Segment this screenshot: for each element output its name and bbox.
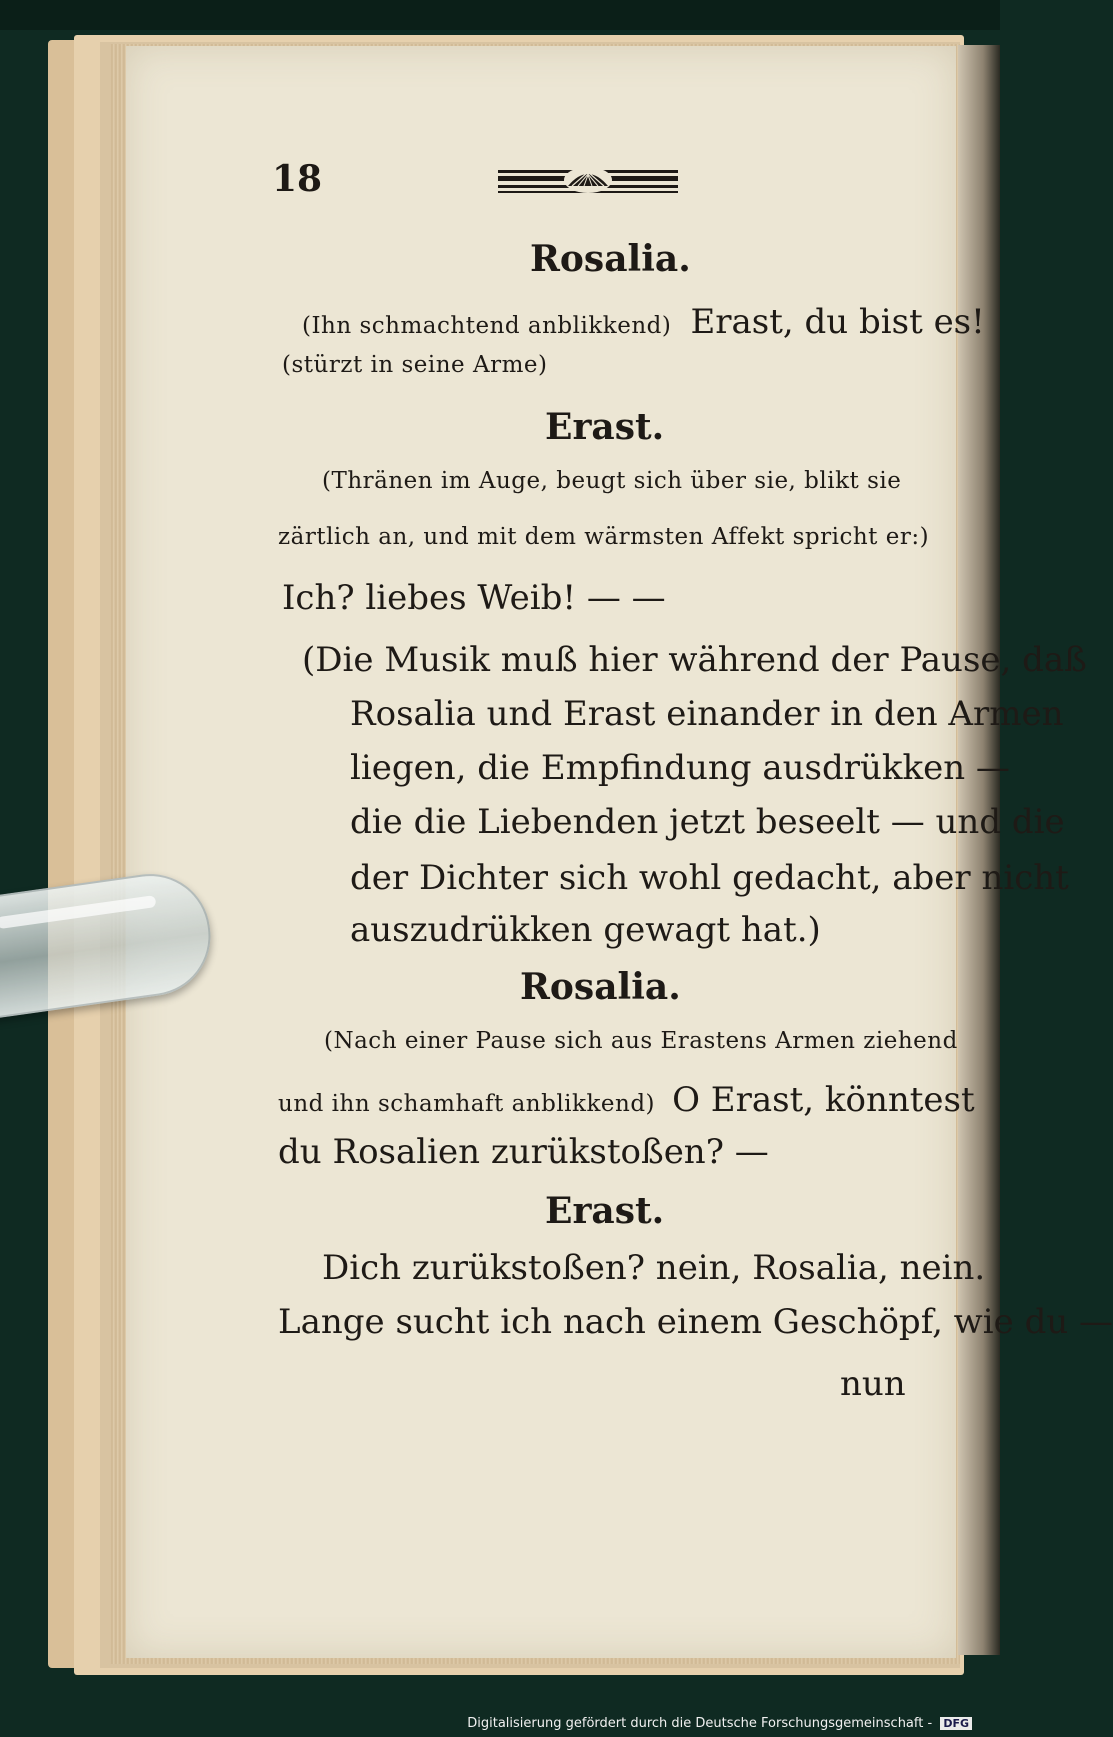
header-ornament xyxy=(498,166,678,200)
speaker-name: Erast. xyxy=(545,1190,665,1232)
dialogue-text: Ich? liebes Weib! — — xyxy=(282,578,666,618)
catchword: nun xyxy=(840,1364,906,1404)
scanner-background xyxy=(0,0,1000,30)
dialogue-text: die die Liebenden jetzt beseelt — und die xyxy=(350,802,1065,842)
speaker-name: Erast. xyxy=(545,406,665,448)
dialogue-text: O Erast, könntest xyxy=(672,1080,975,1120)
stage-direction: und ihn schamhaft anblikkend) xyxy=(278,1091,656,1117)
dialogue-text: Lange sucht ich nach einem Geschöpf, wie du — xyxy=(278,1302,1113,1342)
page-number: 18 xyxy=(272,158,323,200)
stage-direction: (Thränen im Auge, beugt sich über sie, blikt sie xyxy=(322,468,902,494)
stage-direction: zärtlich an, und mit dem wärmsten Affekt spricht er:) xyxy=(278,524,930,550)
dialogue-text: Erast, du bist es! xyxy=(690,302,985,342)
dialogue-text: Dich zurükstoßen? nein, Rosalia, nein. xyxy=(322,1248,986,1288)
credit-text: Digitalisierung gefördert durch die Deutsche Forschungsgemeinschaft - xyxy=(467,1716,933,1731)
book-spine-shadow xyxy=(958,45,1000,1655)
dfg-logo: DFG xyxy=(940,1717,972,1730)
text-line xyxy=(302,302,985,342)
digitization-credit xyxy=(467,1716,972,1731)
stage-direction: (stürzt in seine Arme) xyxy=(282,352,548,378)
dialogue-text: (Die Musik muß hier während der Pause, daß xyxy=(302,640,1087,680)
dialogue-text: auszudrükken gewagt hat.) xyxy=(350,910,821,950)
book-page xyxy=(126,46,956,1658)
dialogue-text: du Rosalien zurükstoßen? — xyxy=(278,1132,769,1172)
stage-direction: (Ihn schmachtend anblikkend) xyxy=(302,313,672,339)
stage-direction: (Nach einer Pause sich aus Erastens Armen ziehend xyxy=(324,1028,958,1054)
dialogue-text: der Dichter sich wohl gedacht, aber nicht xyxy=(350,858,1069,898)
text-line xyxy=(278,1080,975,1120)
dialogue-text: liegen, die Empfindung ausdrükken — xyxy=(350,748,1010,788)
speaker-name: Rosalia. xyxy=(520,966,681,1008)
glass-highlight xyxy=(0,895,156,929)
dialogue-text: Rosalia und Erast einander in den Armen xyxy=(350,694,1064,734)
speaker-name: Rosalia. xyxy=(530,238,691,280)
